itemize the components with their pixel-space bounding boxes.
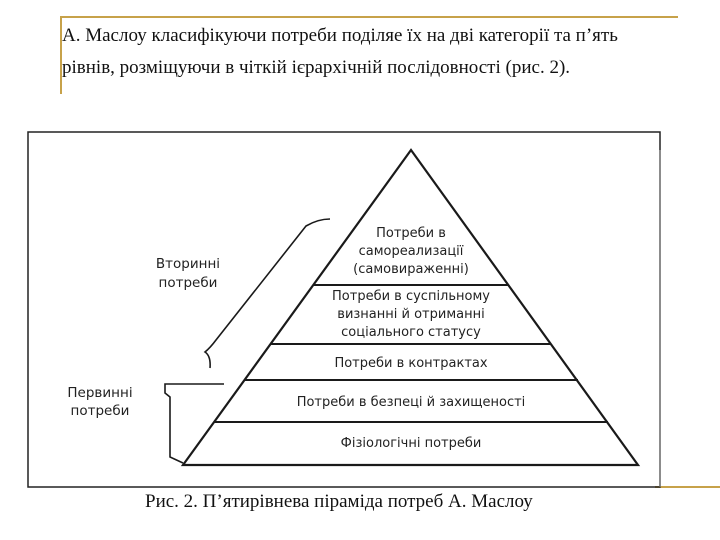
level-1-line-1: Потреби в: [376, 226, 446, 241]
secondary-needs-brace: [205, 219, 330, 368]
level-4-line-1: Потреби в безпеці й захищеності: [296, 395, 526, 410]
level-5-line-1: Фізіологічні потреби: [340, 436, 482, 451]
level-1-line-3: (самовираженні): [353, 262, 469, 277]
primary-needs-label-line-2: потреби: [70, 403, 130, 419]
secondary-needs-label-line-1: Вторинні: [155, 256, 221, 272]
primary-needs-brace: [165, 384, 224, 463]
level-1-line-2: самореализації: [358, 244, 464, 259]
level-2-line-2: визнанні й отриманні: [337, 307, 485, 322]
level-2-line-3: соціального статусу: [341, 325, 481, 340]
secondary-needs-label-line-2: потреби: [158, 275, 218, 291]
figure-caption: Рис. 2. П’ятирівнева піраміда потреб А. Маслоу: [145, 491, 533, 512]
intro-paragraph: А. Маслоу класифікуючи потреби поділяе їх на дві категорії та п’ять рівнів, розміщуючи в чіткій ієрархічній послідовності (рис. 2).: [62, 25, 618, 78]
level-3-line-1: Потреби в контрактах: [334, 356, 488, 371]
primary-needs-label-line-1: Первинні: [67, 385, 133, 401]
level-2-line-1: Потреби в суспільному: [332, 289, 490, 304]
